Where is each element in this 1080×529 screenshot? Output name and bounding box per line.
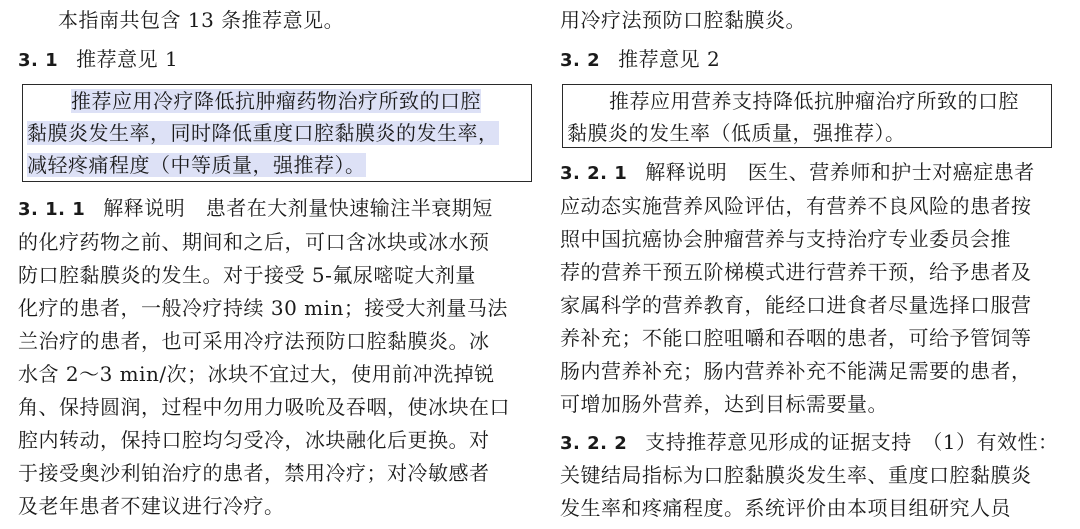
body-line: 化疗的患者，一般冷疗持续 30 min；接受大剂量马法 xyxy=(18,296,508,320)
body-line: 兰治疗的患者，也可采用冷疗法预防口腔黏膜炎。冰 xyxy=(18,329,490,353)
section-first-line: 解释说明 患者在大剂量快速输注半衰期短 xyxy=(103,196,493,220)
body-line: 养补充；不能口腔咀嚼和吞咽的患者，可给予管饲等 xyxy=(560,326,1032,350)
section-number: 3. 2. 2 xyxy=(560,433,628,454)
section-3-2-2-heading xyxy=(560,432,1059,453)
body-line: 照中国抗癌协会肿瘤营养与支持治疗专业委员会推 xyxy=(560,227,1011,251)
body-line: 可增加肠外营养，达到目标需要量。 xyxy=(560,392,888,416)
body-line: 水含 2～3 min/次；冰块不宜过大，使用前冲洗掉锐 xyxy=(18,362,495,386)
body-line: 发生率和疼痛程度。系统评价由本项目组研究人员 xyxy=(560,496,1011,520)
body-line: 于接受奥沙利铂治疗的患者，禁用冷疗；对冷敏感者 xyxy=(18,461,490,485)
section-first-line: 解释说明 医生、营养师和护士对癌症患者 xyxy=(645,160,1035,184)
section-3-2-heading xyxy=(560,49,720,70)
body-line: 肠内营养补充；肠内营养补充不能满足需要的患者， xyxy=(560,359,1032,383)
body-line: 角、保持圆润，过程中勿用力吸吮及吞咽，使冰块在口 xyxy=(18,395,510,419)
section-3-2-1-heading xyxy=(560,162,1035,183)
continuation-line: 用冷疗法预防口腔黏膜炎。 xyxy=(560,8,806,32)
section-3-1-heading xyxy=(18,49,178,70)
section-3-1-1-heading xyxy=(18,198,493,219)
body-line: 荐的营养干预五阶梯模式进行营养干预，给予患者及 xyxy=(560,260,1032,284)
box-line-1: 推荐应用营养支持降低抗肿瘤治疗所致的口腔 xyxy=(609,89,1019,113)
section-number: 3. 2 xyxy=(560,50,601,71)
body-line: 腔内转动，保持口腔均匀受冷，冰块融化后更换。对 xyxy=(18,428,490,452)
body-line: 及老年患者不建议进行冷疗。 xyxy=(18,494,285,518)
body-line: 应动态实施营养风险评估，有营养不良风险的患者按 xyxy=(560,194,1032,218)
body-line: 家属科学的营养教育，能经口进食者尽量选择口服营 xyxy=(560,293,1032,317)
body-line: 关键结局指标为口腔黏膜炎发生率、重度口腔黏膜炎 xyxy=(560,463,1032,487)
section-number: 3. 1. 1 xyxy=(18,199,86,220)
section-title: 推荐意见 2 xyxy=(618,47,721,71)
intro-line: 本指南共包含 13 条推荐意见。 xyxy=(58,8,345,32)
body-line: 的化疗药物之前、期间和之后，可口含冰块或冰水预 xyxy=(18,230,490,254)
box-line-3: 减轻疼痛程度（中等质量，强推荐）。 xyxy=(27,153,366,177)
box-line-1: 推荐应用冷疗降低抗肿瘤药物治疗所致的口腔 xyxy=(71,89,481,113)
section-number: 3. 1 xyxy=(18,50,59,71)
box-line-2: 黏膜炎的发生率（低质量，强推荐）。 xyxy=(567,121,906,145)
section-first-line: 支持推荐意见形成的证据支持 （1）有效性： xyxy=(645,430,1059,454)
body-line: 防口腔黏膜炎的发生。对于接受 5-氟尿嘧啶大剂量 xyxy=(18,263,476,287)
section-number: 3. 2. 1 xyxy=(560,163,628,184)
recommendation-1-box xyxy=(22,84,532,182)
section-title: 推荐意见 1 xyxy=(76,47,179,71)
box-line-2: 黏膜炎发生率，同时降低重度口腔黏膜炎的发生率， xyxy=(27,121,499,145)
recommendation-2-box xyxy=(562,84,1052,148)
